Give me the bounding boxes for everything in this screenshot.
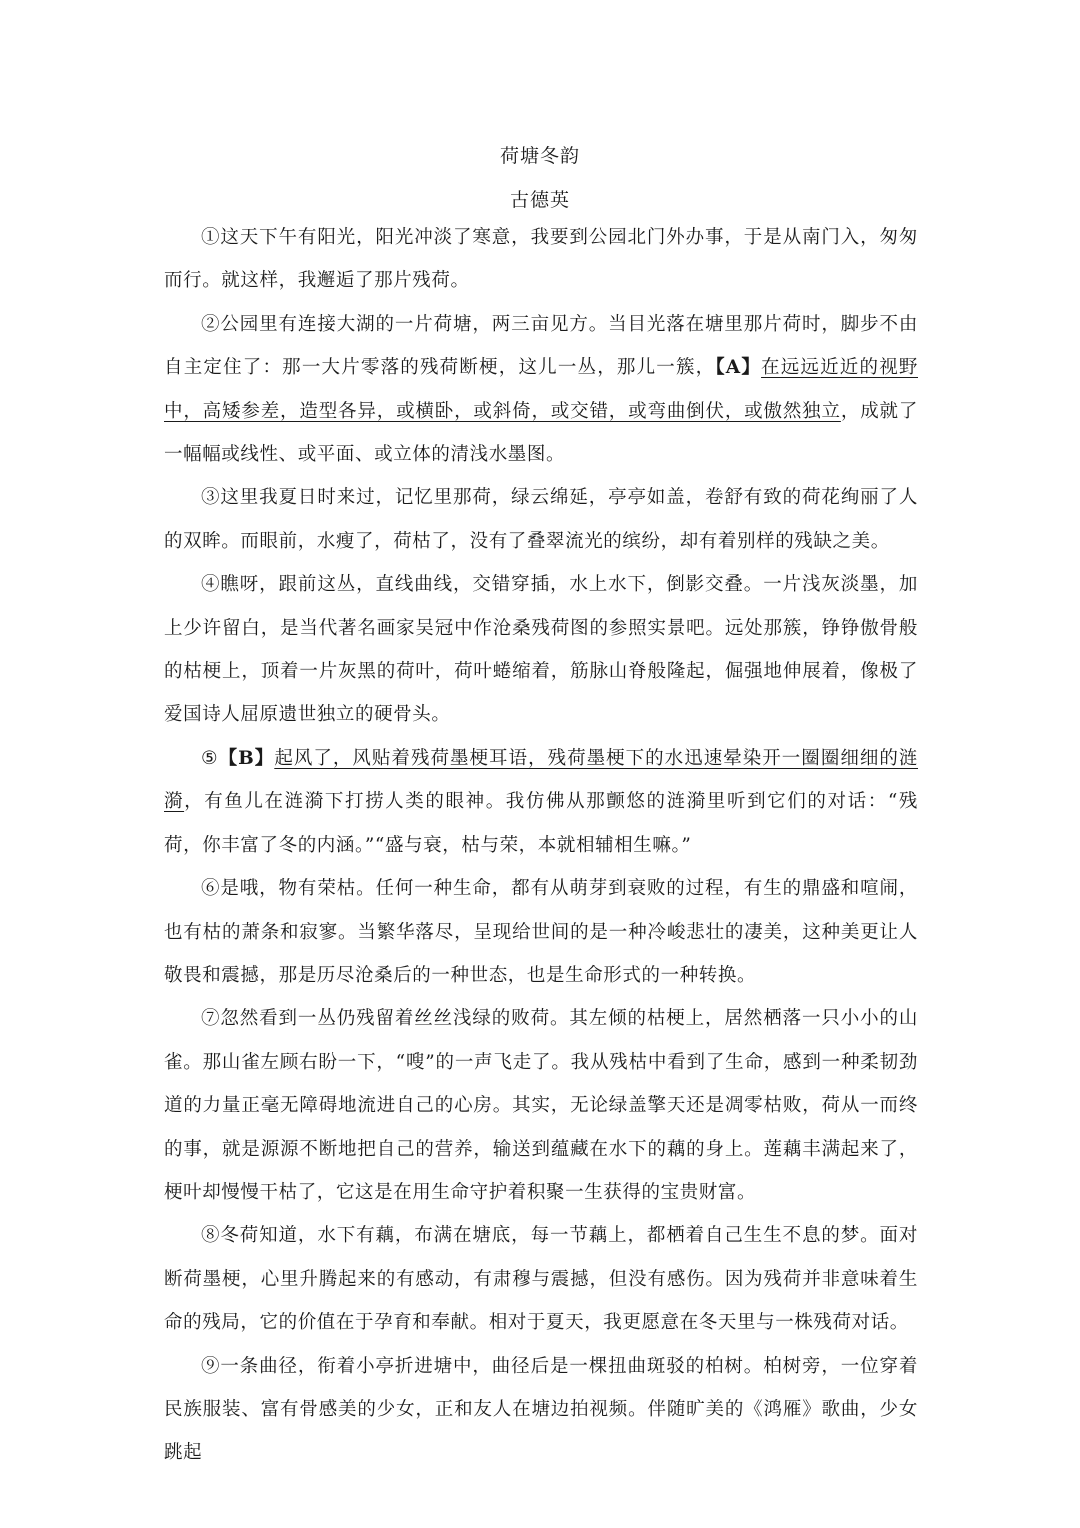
- paragraph-text: ①这天下午有阳光，阳光冲淡了寒意，我要到公园北门外办事，于是从南门入，匆匆而行。就这样，我邂逅了那片残荷。: [164, 227, 918, 292]
- annotation-marker: 【A】: [715, 357, 762, 379]
- paragraph-text: ⑨一条曲径，衔着小亭折进塘中，曲径后是一棵扭曲斑驳的柏树。柏树旁，一位穿着民族服装、富有骨感美的少女，正和友人在塘边拍视频。伴随旷美的《鸿雁》歌曲，少女跳起: [164, 1355, 918, 1464]
- article-author: 古德英: [509, 189, 570, 211]
- article-body: [164, 216, 918, 1475]
- paragraph-p3: [164, 476, 918, 563]
- paragraph-text: ⑥是哦，物有荣枯。任何一种生命，都有从萌芽到衰败的过程，有生的鼎盛和喧闹，也有枯的萧条和寂寥。当繁华落尽，呈现给世间的是一种冷峻悲壮的凄美，这种美更让人敬畏和震撼，那是历尽沧桑后的一种世态，也是生命形式的一种转换。: [164, 878, 918, 986]
- paragraph-p6: [164, 867, 918, 997]
- paragraph-p1: [164, 216, 918, 303]
- paragraph-text: ⑧冬荷知道，水下有藕，布满在塘底，每一节藕上，都栖着自己生生不息的梦。面对断荷墨梗，心里升腾起来的有感动，有肃穆与震撼，但没有感伤。因为残荷并非意味着生命的残局，它的价值在于孕育和奉献。相对于夏天，我更愿意在冬天里与一株残荷对话。: [164, 1225, 918, 1334]
- paragraph-p2: [164, 303, 918, 477]
- annotation-marker: 【B】: [218, 747, 275, 769]
- paragraph-text: ④瞧呀，跟前这丛，直线曲线，交错穿插，水上水下，倒影交叠。一片浅灰淡墨，加上少许留白，是当代著名画家吴冠中作沧桑残荷图的参照实景吧。远处那簇，铮铮傲骨般的枯梗上，顶着一片灰黑的荷叶，荷叶蜷缩着，筋脉山脊般隆起，倔强地伸展着，像极了爱国诗人屈原遗世独立的硬骨头。: [164, 574, 918, 726]
- article-title: 荷塘冬韵: [499, 145, 580, 167]
- paragraph-p5: [164, 737, 918, 867]
- paragraph-text: ，有鱼儿在涟漪下打捞人类的眼神。我仿佛从那颤悠的涟漪里听到它们的对话：“残荷，你丰富了冬的内涵。”“盛与衰，枯与荣，本就相辅相生嘛。”: [164, 791, 918, 856]
- underlined-sentence: 起风了，风贴着残荷墨梗耳语，残荷墨梗下的水迅速晕染开一圈圈细细的涟漪: [164, 747, 919, 813]
- paragraph-text: ⑦忽然看到一丛仍残留着丝丝浅绿的败荷。其左倾的枯梗上，居然栖落一只小小的山雀。那山雀左顾右盼一下，“嗖”的一声飞走了。我从残枯中看到了生命，感到一种柔韧劲道的力量正毫无障碍地流进自己的心房。其实，无论绿盖擎天还是凋零枯败，荷从一而终的事，就是源源不断地把自己的营养，输送到蕴藏在水下的藕的身上。莲藕丰满起来了，梗叶却慢慢干枯了，它这是在用生命守护着积聚一生获得的宝贵财富。: [164, 1008, 918, 1203]
- paragraph-p4: [164, 563, 918, 737]
- underlined-sentence: 在远远近近的视野中，高矮参差，造型各异，或横卧，或斜倚，或交错，或弯曲倒伏，或傲然独立: [164, 357, 918, 422]
- paragraph-text: ②公园里有连接大湖的一片荷塘，两三亩见方。当目光落在塘里那片荷时，脚步不由自主定住了：那一大片零落的残荷断梗，这儿一丛，那儿一簇，: [164, 313, 918, 379]
- paragraph-text: ③这里我夏日时来过，记忆里那荷，绿云绵延，亭亭如盖，卷舒有致的荷花绚丽了人的双眸。而眼前，水瘦了，荷枯了，没有了叠翠流光的缤纷，却有着别样的残缺之美。: [164, 487, 918, 552]
- paragraph-p7: [164, 997, 918, 1214]
- paragraph-p9: [164, 1345, 918, 1475]
- paragraph-p8: [164, 1214, 918, 1344]
- paragraph-text: ，成就了一幅幅或线性、或平面、或立体的清浅水墨图。: [164, 400, 918, 466]
- paragraph-text: ⑤: [201, 747, 219, 769]
